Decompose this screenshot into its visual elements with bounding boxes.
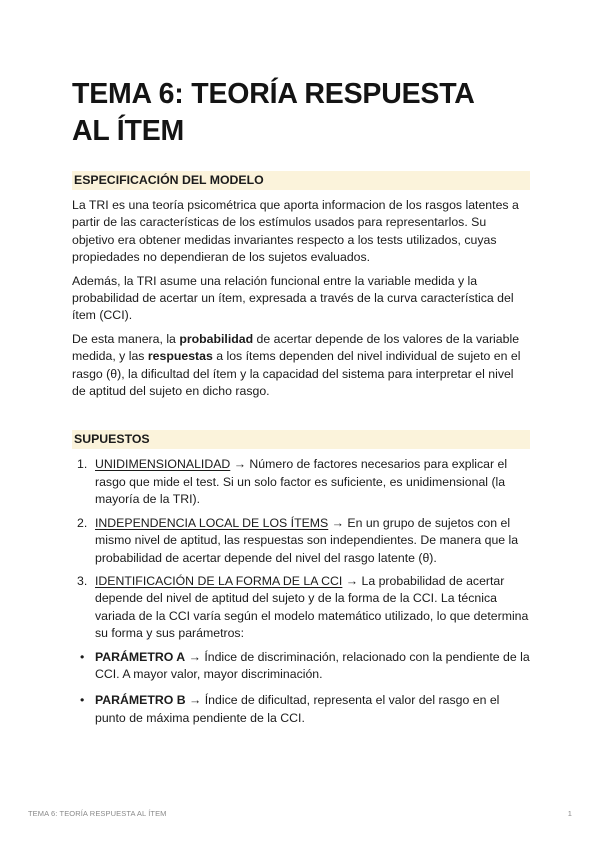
term-unidimensionalidad: UNIDIMENSIONALIDAD [95,457,231,472]
footer-title: TEMA 6: TEORÍA RESPUESTA AL ÍTEM [28,809,167,818]
list-item: • PARÁMETRO A → Índice de discriminación, relacionado con la pendiente de la CCI. A mayor valor, mayor discriminación. [80,649,530,681]
list-item: • PARÁMETRO B → Índice de dificultad, representa el valor del rasgo en el punto de máxima pendiente de la CCI. [80,693,500,725]
page-footer [28,809,572,818]
paragraph-3: De esta manera, la probabilidad de acertar depende de los valores de la variable medida, y las respuestas a los ítems dependen del nivel individual de sujeto en el rasgo (θ), la dificultad del ítem y la capacidad del sistema para interpretar el nivel de aptitud del sujeto en dicho rasgo. [72,331,521,399]
section-header-supuestos: SUPUESTOS [72,430,530,449]
list-item: 1. UNIDIMENSIONALIDAD → Número de factores necesarios para explicar el rasgo que mide el test. Si un solo factor es suficiente, es unidimensional (la mayoría de la TRI). [77,457,508,507]
supuestos-list [72,456,530,642]
list-item: 3. IDENTIFICACIÓN DE LA FORMA DE LA CCI → La probabilidad de acertar depende del nivel de aptitud del sujeto y de la forma de la CCI. La técnica variada de la CCI varía según el modelo matemático utilizado, lo que determina su forma y sus parámetros: [77,573,529,641]
section-header-especificacion: ESPECIFICACIÓN DEL MODELO [72,171,530,190]
page-title-line-2: AL ÍTEM [72,115,185,147]
term-parametro-b: PARÁMETRO B [95,693,186,708]
list-item: 2. INDEPENDENCIA LOCAL DE LOS ÍTEMS → En un grupo de sujetos con el mismo nivel de aptitud, las respuestas son independientes. De manera que la probabilidad de acertar depende del nivel del rasgo latente (θ). [77,515,519,565]
page-title [72,76,530,150]
parametros-list [72,649,530,728]
bold-respuestas: respuestas [147,349,213,364]
paragraph-1: La TRI es una teoría psicométrica que aporta informacion de los rasgos latentes a partir de las características de los estímulos usados para representarlos. Su objetivo era obtener medidas invariantes respecto a los tests utilizados, cuyas propiedades no dependieran de los sujetos evaluados. [72,198,519,265]
term-parametro-a: PARÁMETRO A [95,649,186,664]
term-identificacion-cci: IDENTIFICACIÓN DE LA FORMA DE LA CCI [95,573,343,588]
page-number: 1 [567,809,572,818]
page-title-line-1: TEMA 6: TEORÍA RESPUESTA [72,78,475,110]
term-independencia-local: INDEPENDENCIA LOCAL DE LOS ÍTEMS [95,515,329,530]
paragraph-2: Además, la TRI asume una relación funcional entre la variable medida y la probabilidad de acertar un ítem, expresada a través de la curva característica del ítem (CCI). [72,273,514,323]
bold-probabilidad: probabilidad [179,331,254,346]
document-page [72,76,530,727]
